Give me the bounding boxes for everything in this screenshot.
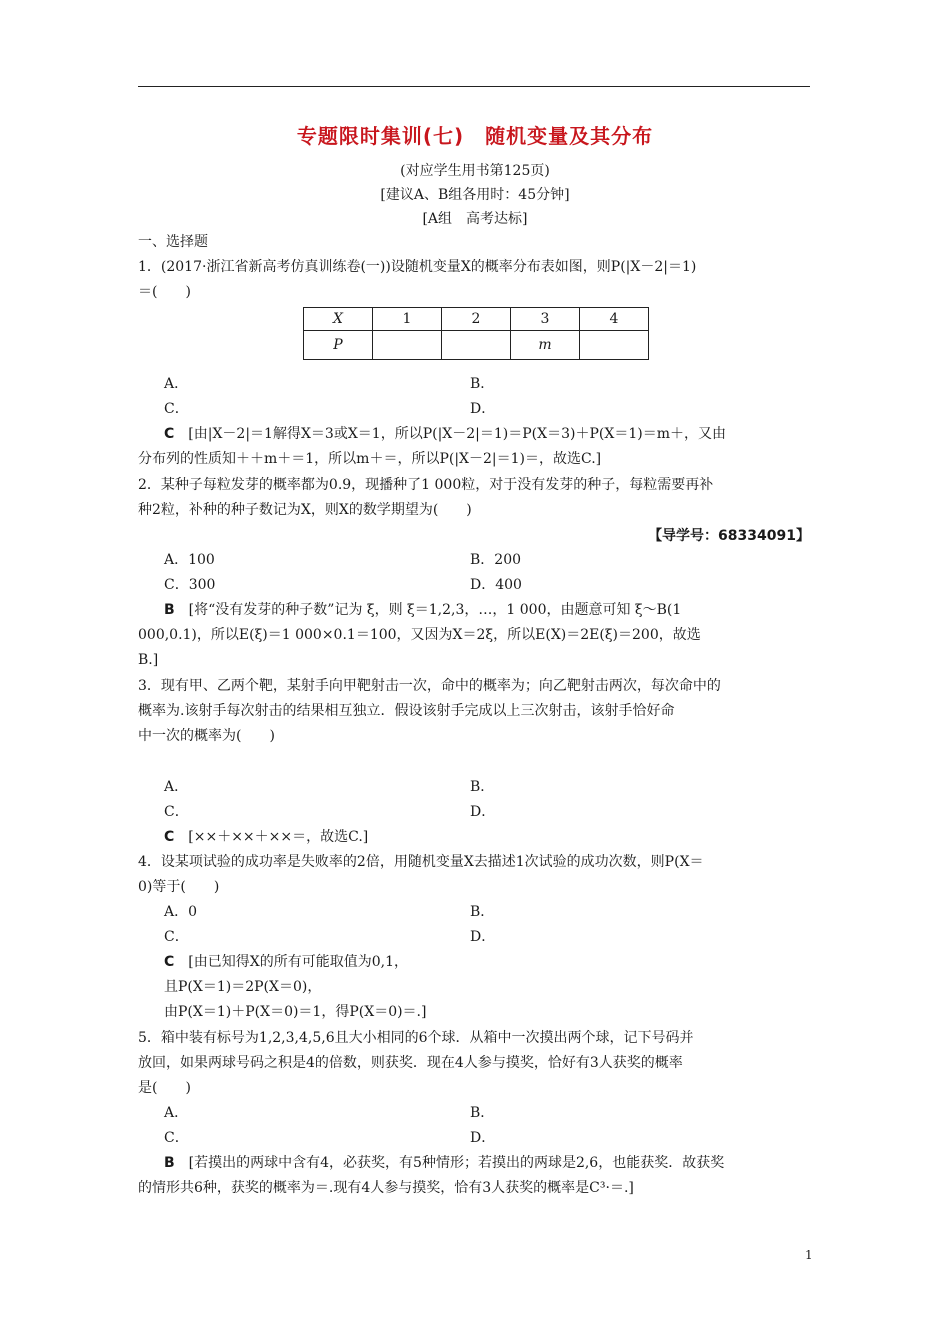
q1-option-c: C． (164, 401, 189, 417)
q1-option-a: A． (164, 376, 189, 392)
table-cell: m (511, 331, 580, 360)
section-heading: 一、选择题 (138, 234, 208, 250)
q1-option-b: B． (470, 376, 495, 392)
q4-option-d: D． (470, 929, 496, 945)
q5-option-c: C． (164, 1130, 189, 1146)
q1-answer: C (164, 426, 175, 442)
q4-stem-line1: 4．设某项试验的成功率是失败率的2倍，用随机变量X去描述1次试验的成功次数，则P(X＝ (138, 854, 704, 870)
guide-number: 【导学号：68334091】 (648, 528, 810, 544)
q2-option-b: B．200 (470, 552, 522, 568)
q5-solution-line1: B [若摸出的两球中含有4，必获奖，有5种情形；若摸出的两球是2,6，也能获奖．故获奖 (164, 1155, 725, 1171)
q2-option-d: D．400 (470, 577, 522, 593)
q4-option-b: B． (470, 904, 495, 920)
q4-option-a: A．0 (164, 904, 198, 920)
table-row (304, 308, 649, 331)
q3-solution-line1: C [××＋××＋××＝，故选C.] (164, 829, 369, 845)
subtitle: (对应学生用书第125页) (400, 163, 550, 179)
q2-solution-line1: B [将“没有发芽的种子数”记为 ξ，则 ξ＝1,2,3，…，1 000，由题意可知 ξ～B(1 (164, 602, 682, 618)
q5-stem-line2: 放回，如果两球号码之积是4的倍数，则获奖．现在4人参与摸奖，恰好有3人获奖的概率 (138, 1055, 683, 1071)
q5-option-d: D． (470, 1130, 496, 1146)
q1-solution-line1: C [由|X－2|＝1解得X＝3或X＝1，所以P(|X－2|＝1)＝P(X＝3)＋P(X＝1)＝m＋，又由 (164, 426, 726, 442)
q5-option-a: A． (164, 1105, 189, 1121)
q4-answer: C (164, 954, 175, 970)
q3-stem-line2: 概率为.该射手每次射击的结果相互独立．假设该射手完成以上三次射击，该射手恰好命 (138, 703, 675, 719)
q3-stem-line3: 中一次的概率为( ) (138, 728, 275, 744)
time-note: [建议A、B组各用时：45分钟] (380, 187, 570, 203)
q5-stem-line3: 是( ) (138, 1080, 191, 1096)
q2-stem-line1: 2．某种子每粒发芽的概率都为0.9，现播种了1 000粒，对于没有发芽的种子，每粒需要再补 (138, 477, 714, 493)
q3-stem-line1: 3．现有甲、乙两个靶，某射手向甲靶射击一次，命中的概率为；向乙靶射击两次，每次命中的 (138, 678, 721, 694)
q4-option-c: C． (164, 929, 189, 945)
table-row (304, 331, 649, 360)
q5-answer: B (164, 1155, 175, 1171)
q4-solution-line1: C [由已知得X的所有可能取值为0,1， (164, 954, 408, 970)
q3-answer: C (164, 829, 175, 845)
q3-option-c: C． (164, 804, 189, 820)
top-rule (138, 86, 810, 87)
page-number: 1 (805, 1248, 813, 1262)
q2-solution-line2: 000,0.1)，所以E(ξ)＝1 000×0.1＝100，又因为X＝2ξ，所以E(X)＝2E(ξ)＝200，故选 (138, 627, 701, 643)
q5-stem-line1: 5．箱中装有标号为1,2,3,4,5,6且大小相同的6个球．从箱中一次摸出两个球，记下号码并 (138, 1030, 694, 1046)
q1-stem-line2: ＝( ) (138, 284, 191, 300)
q5-option-b: B． (470, 1105, 495, 1121)
q2-solution-line3: B.] (138, 652, 159, 668)
q1-solution-line2: 分布列的性质知＋＋m＋＝1，所以m＋＝，所以P(|X－2|＝1)＝，故选C.] (138, 451, 602, 467)
table-cell: 3 (511, 308, 580, 331)
table-cell: 4 (580, 308, 649, 331)
q2-option-a: A．100 (164, 552, 215, 568)
group-label: [A组 高考达标] (422, 211, 528, 227)
table-cell (442, 331, 511, 360)
table-cell: 1 (373, 308, 442, 331)
table-cell (373, 331, 442, 360)
q2-stem-line2: 种2粒，补种的种子数记为X，则X的数学期望为( ) (138, 502, 472, 518)
q3-option-b: B． (470, 779, 495, 795)
page-title: 专题限时集训(七) 随机变量及其分布 (296, 124, 654, 148)
q1-stem-line1: 1．(2017·浙江省新高考仿真训练卷(一))设随机变量X的概率分布表如图，则P(|X－2|＝1) (138, 259, 697, 275)
q4-solution-line3: 由P(X＝1)＋P(X＝0)＝1，得P(X＝0)＝.] (164, 1004, 427, 1020)
q5-solution-line2: 的情形共6种，获奖的概率为＝.现有4人参与摸奖，恰有3人获奖的概率是C³·＝.] (138, 1180, 634, 1196)
q4-solution-line2: 且P(X＝1)＝2P(X＝0)， (164, 979, 322, 995)
table-cell: X (304, 308, 373, 331)
q1-option-d: D． (470, 401, 496, 417)
table-cell: 2 (442, 308, 511, 331)
q2-answer: B (164, 602, 175, 618)
q4-stem-line2: 0)等于( ) (138, 879, 220, 895)
table-cell (580, 331, 649, 360)
q3-option-d: D． (470, 804, 496, 820)
q2-option-c: C．300 (164, 577, 216, 593)
q3-option-a: A． (164, 779, 189, 795)
table-cell: P (304, 331, 373, 360)
distribution-table (303, 307, 649, 360)
